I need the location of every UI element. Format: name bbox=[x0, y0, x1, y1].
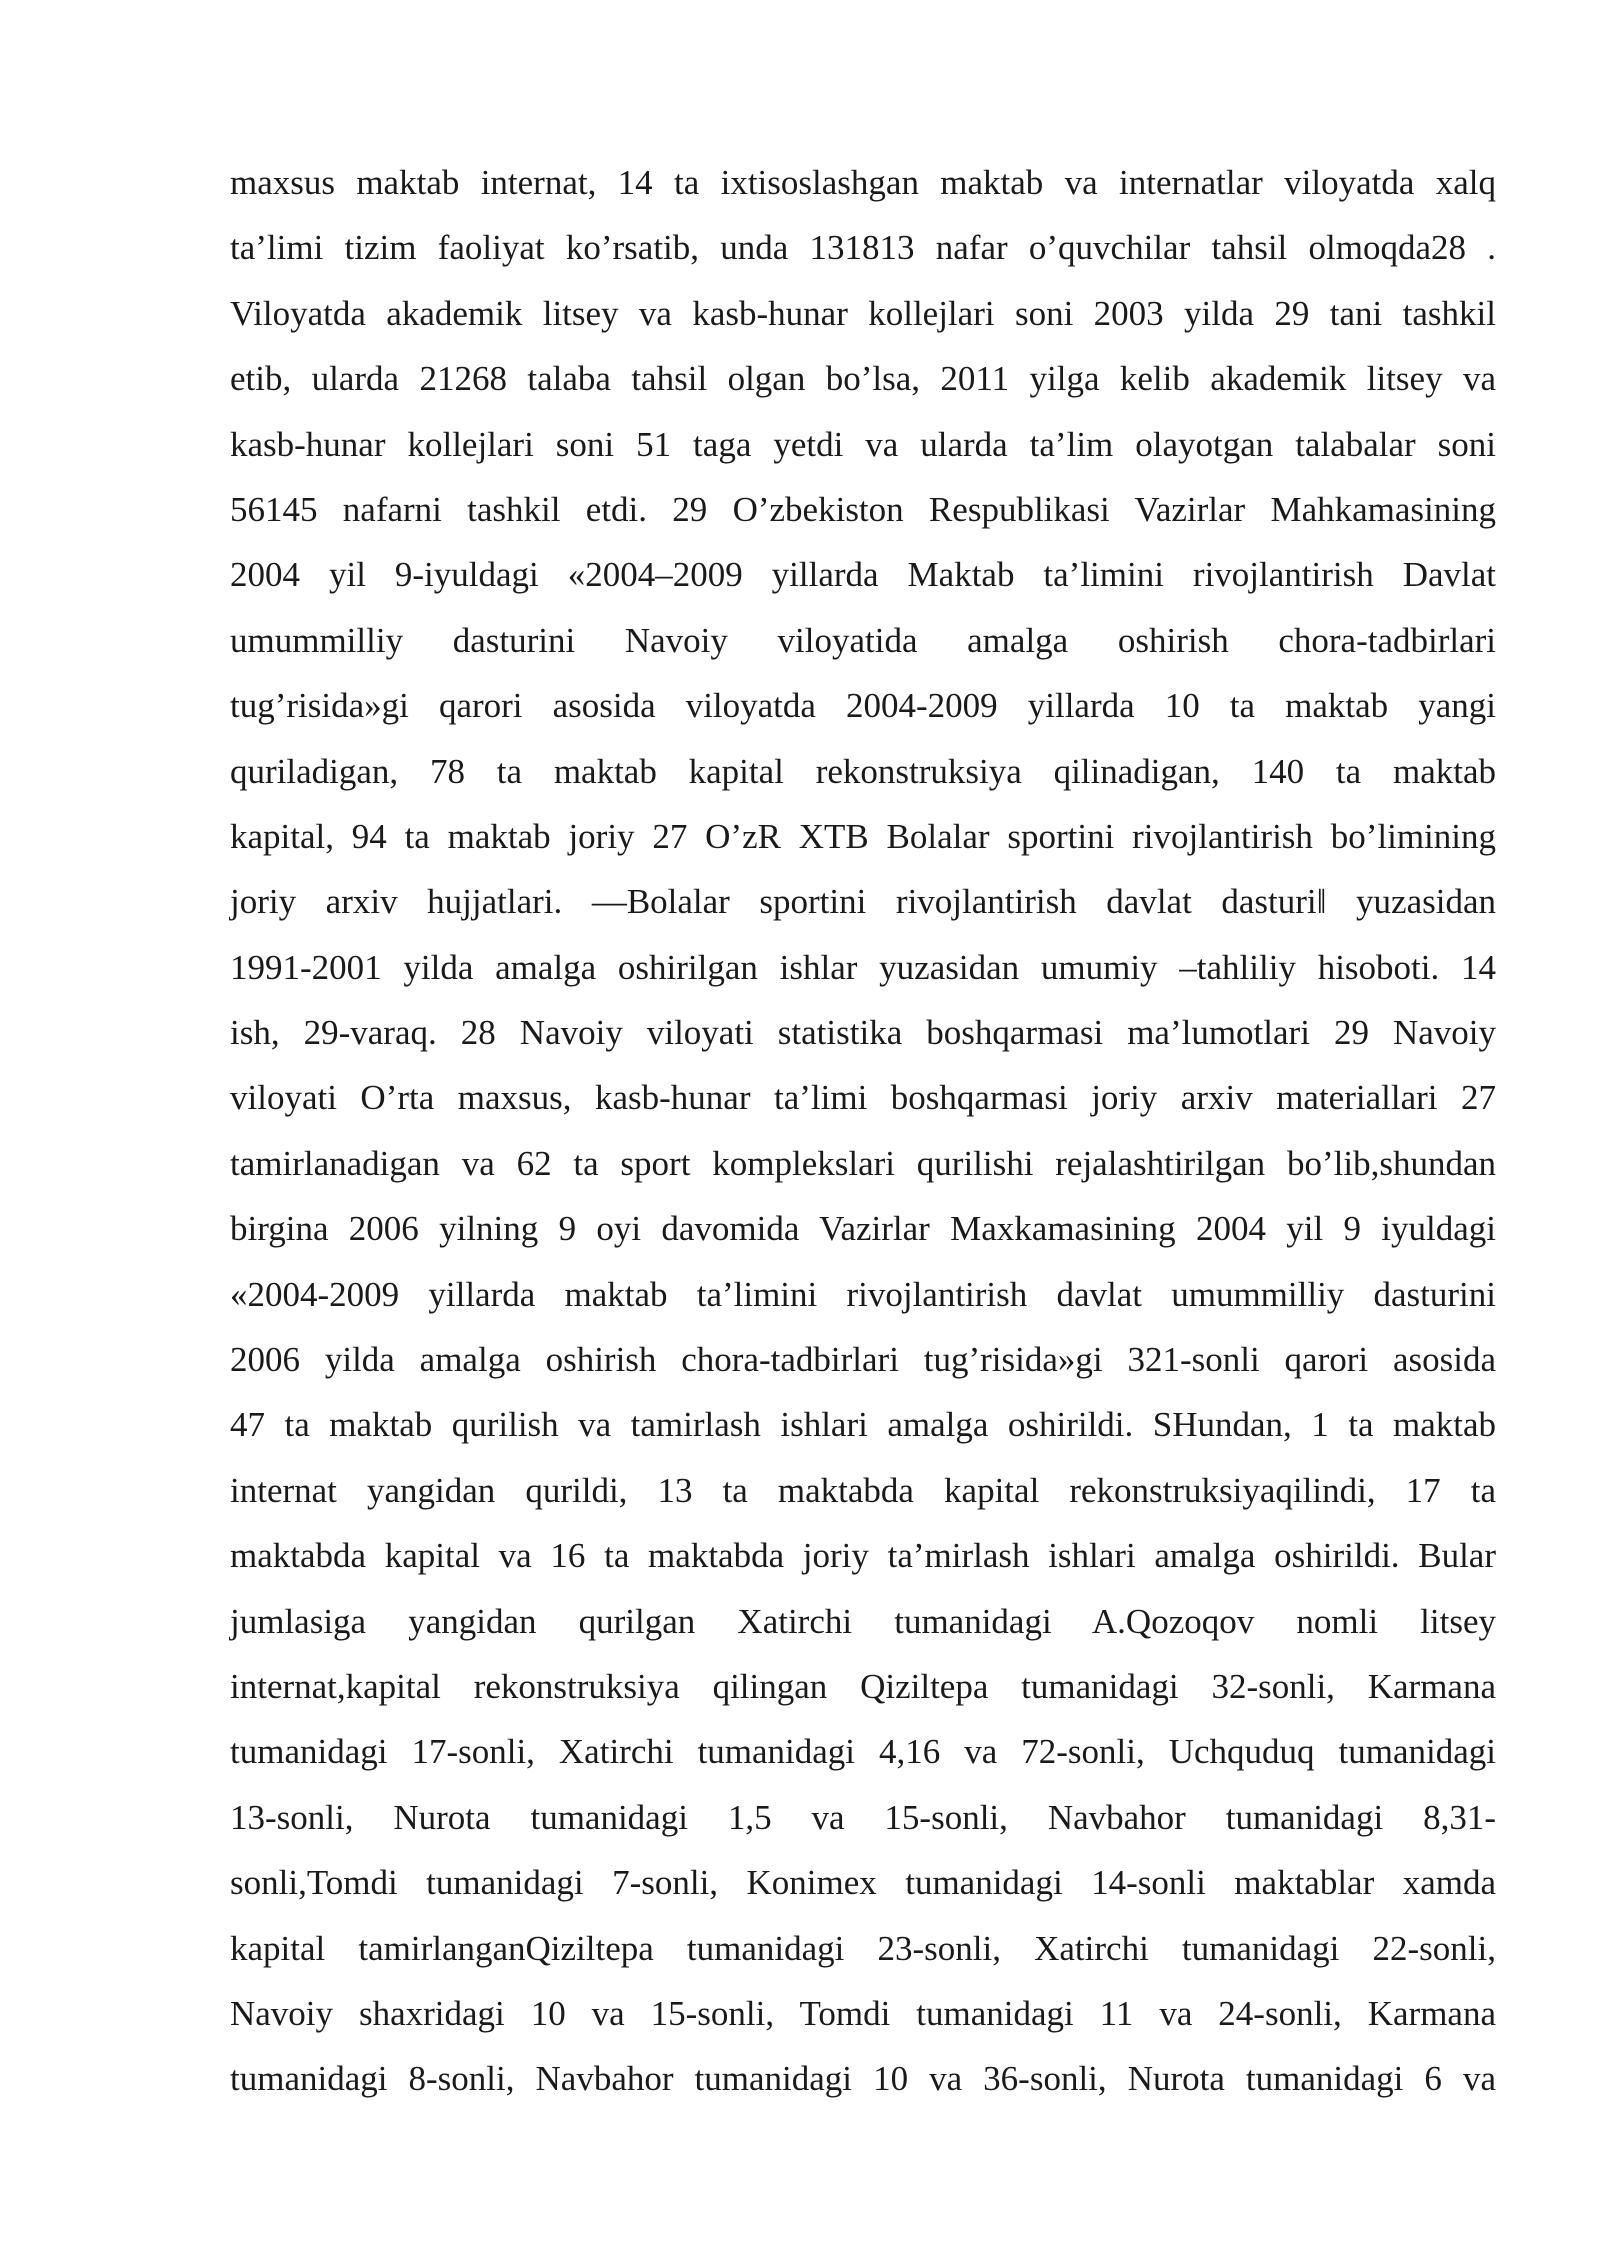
text-line: internat yangidan qurildi, 13 ta maktabda kapital rekonstruksiyaqilindi, 17 ta bbox=[230, 1470, 1496, 1510]
text-line: quriladigan, 78 ta maktab kapital rekonstruksiya qilinadigan, 140 ta maktab bbox=[230, 751, 1496, 791]
text-line: umummilliy dasturini Navoiy viloyatida amalga oshirish chora-tadbirlari bbox=[230, 620, 1496, 660]
text-line: kapital tamirlanganQiziltepa tumanidagi 23-sonli, Xatirchi tumanidagi 22-sonli, bbox=[230, 1928, 1496, 1968]
text-line: sonli,Tomdi tumanidagi 7-sonli, Konimex tumanidagi 14-sonli maktablar xamda bbox=[230, 1863, 1496, 1903]
text-line: 2006 yilda amalga oshirish chora-tadbirlari tug’risida»gi 321-sonli qarori asosida bbox=[230, 1340, 1496, 1380]
text-line: Navoiy shaxridagi 10 va 15-sonli, Tomdi tumanidagi 11 va 24-sonli, Karmana bbox=[230, 1993, 1496, 2033]
text-line: jumlasiga yangidan qurilgan Xatirchi tumanidagi A.Qozoqov nomli litsey bbox=[230, 1601, 1496, 1641]
text-line: tumanidagi 17-sonli, Xatirchi tumanidagi 4,16 va 72-sonli, Uchquduq tumanidagi bbox=[230, 1732, 1496, 1772]
text-line: 2004 yil 9-iyuldagi «2004–2009 yillarda Maktab ta’limini rivojlantirish Davlat bbox=[230, 555, 1496, 595]
text-line: 13-sonli, Nurota tumanidagi 1,5 va 15-sonli, Navbahor tumanidagi 8,31- bbox=[230, 1797, 1496, 1837]
text-line: tamirlanadigan va 62 ta sport komplekslari qurilishi rejalashtirilgan bo’lib,shundan bbox=[230, 1143, 1496, 1183]
text-line: ish, 29-varaq. 28 Navoiy viloyati statistika boshqarmasi ma’lumotlari 29 Navoiy bbox=[230, 1013, 1496, 1053]
text-line: maktabda kapital va 16 ta maktabda joriy ta’mirlash ishlari amalga oshirildi. Bular bbox=[230, 1536, 1496, 1576]
text-line: tug’risida»gi qarori asosida viloyatda 2004-2009 yillarda 10 ta maktab yangi bbox=[230, 686, 1496, 726]
text-line: 1991-2001 yilda amalga oshirilgan ishlar yuzasidan umumiy –tahliliy hisoboti. 14 bbox=[230, 947, 1496, 987]
text-line: «2004-2009 yillarda maktab ta’limini rivojlantirish davlat umummilliy dasturini bbox=[230, 1274, 1496, 1314]
text-line: kapital, 94 ta maktab joriy 27 O’zR XTB Bolalar sportini rivojlantirish bo’limining bbox=[230, 816, 1496, 856]
text-line: ta’limi tizim faoliyat ko’rsatib, unda 131813 nafar o’quvchilar tahsil olmoqda28 . bbox=[230, 228, 1496, 268]
text-line: Viloyatda akademik litsey va kasb-hunar kollejlari soni 2003 yilda 29 tani tashkil bbox=[230, 293, 1496, 333]
text-line: viloyati O’rta maxsus, kasb-hunar ta’limi boshqarmasi joriy arxiv materiallari 27 bbox=[230, 1078, 1496, 1118]
text-line: tumanidagi 8-sonli, Navbahor tumanidagi 10 va 36-sonli, Nurota tumanidagi 6 va bbox=[230, 2059, 1496, 2099]
document-body-text bbox=[230, 150, 1496, 2112]
text-line: 47 ta maktab qurilish va tamirlash ishlari amalga oshirildi. SHundan, 1 ta maktab bbox=[230, 1405, 1496, 1445]
text-line: internat,kapital rekonstruksiya qilingan Qiziltepa tumanidagi 32-sonli, Karmana bbox=[230, 1666, 1496, 1706]
text-line: kasb-hunar kollejlari soni 51 taga yetdi va ularda ta’lim olayotgan talabalar soni bbox=[230, 424, 1496, 464]
text-line: etib, ularda 21268 talaba tahsil olgan bo’lsa, 2011 yilga kelib akademik litsey va bbox=[230, 359, 1496, 399]
text-line: 56145 nafarni tashkil etdi. 29 O’zbekiston Respublikasi Vazirlar Mahkamasining bbox=[230, 489, 1496, 529]
text-line: joriy arxiv hujjatlari. ―Bolalar sportini rivojlantirish davlat dasturi‖ yuzasidan bbox=[230, 882, 1496, 922]
text-line: maxsus maktab internat, 14 ta ixtisoslashgan maktab va internatlar viloyatda xalq bbox=[230, 163, 1496, 202]
text-line: birgina 2006 yilning 9 oyi davomida Vazirlar Maxkamasining 2004 yil 9 iyuldagi bbox=[230, 1209, 1496, 1249]
